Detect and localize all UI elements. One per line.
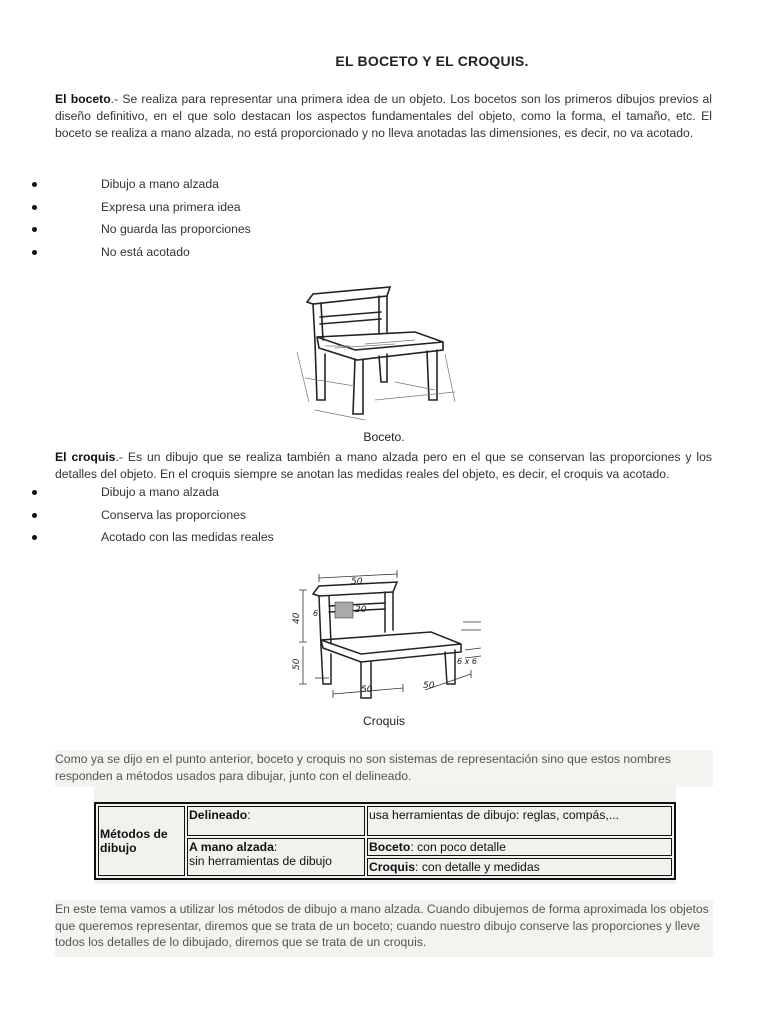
mano-alzada-desc: sin herramientas de dibujo (189, 854, 332, 868)
list-item: Dibujo a mano alzada (28, 481, 528, 504)
dim-width: 50 (423, 681, 435, 691)
croquis-cell: Croquis: con detalle y medidas (367, 858, 672, 876)
croquis-caption: Croquis (363, 714, 405, 728)
mano-alzada-label: A mano alzada (189, 840, 274, 854)
dim-back: 20 (355, 605, 367, 615)
dim-height-back: 40 (292, 612, 302, 624)
list-item: Conserva las proporciones (28, 504, 528, 527)
intro-note: Como ya se dijo en el punto anterior, boceto y croquis no son sistemas de representación sino que estos nombres responden a métodos usados para dibujar, junto con el delineado. (55, 750, 713, 787)
dim-leg: 6 x 6 (457, 657, 477, 666)
delineado-cell: Delineado: (187, 806, 365, 836)
bullet-icon (32, 227, 37, 232)
croquis-paragraph (55, 449, 712, 483)
boceto-paragraph (55, 91, 712, 142)
croquis-term: El croquis (55, 450, 116, 464)
delineado-label: Delineado (189, 808, 248, 822)
boceto-bullet-list (28, 173, 528, 263)
bullet-icon (32, 250, 37, 255)
methods-table (94, 802, 676, 880)
methods-row-header: Métodos de dibujo (98, 806, 185, 876)
boceto-label: Boceto (369, 840, 411, 854)
bullet-icon (32, 182, 37, 187)
boceto-term: El boceto (55, 92, 111, 106)
closing-note: En este tema vamos a utilizar los métodos de dibujo a mano alzada. Cuando dibujemos de forma aproximada los objetos que queremos representar, diremos que se trata de un boceto; cuando nuestro dibujo conserve las proporciones y lleve todos los detalles de lo dibujado, diremos que se trata de un croquis. (55, 900, 713, 957)
list-item: Acotado con las medidas reales (28, 526, 528, 549)
croquis-bullet-list (28, 481, 528, 549)
dim-small: 6 (313, 609, 319, 618)
chair-sketch-image (295, 282, 465, 424)
list-item: Dibujo a mano alzada (28, 173, 528, 196)
page-title: EL BOCETO Y EL CROQUIS. (335, 53, 529, 69)
boceto-caption: Boceto. (363, 430, 405, 444)
dim-depth: 50 (361, 685, 373, 695)
dim-height-seat: 50 (292, 658, 302, 670)
list-item: Expresa una primera idea (28, 196, 528, 219)
list-item: No guarda las proporciones (28, 218, 528, 241)
delineado-desc: usa herramientas de dibujo: reglas, compás,... (367, 806, 672, 836)
bullet-icon (32, 535, 37, 540)
croquis-label: Croquis (369, 860, 416, 874)
list-item: No está acotado (28, 241, 528, 264)
dim-top: 50 (351, 577, 363, 587)
boceto-text: .- Se realiza para representar una primera idea de un objeto. Los bocetos son los primeros dibujos previos al diseño definitivo, en el que solo destacan los aspectos fundamentales del objeto, como la forma, el tamaño, etc. El boceto se realiza a mano alzada, no está proporcionado y no lleva anotadas las dimensiones, es decir, no va acotado. (55, 92, 712, 140)
bullet-icon (32, 205, 37, 210)
croquis-text: .- Es un dibujo que se realiza también a mano alzada pero en el que se conservan las proporciones y los detalles del objeto. En el croquis siempre se anotan las medidas reales del objeto, es decir, el croquis va acotado. (55, 450, 713, 481)
chair-croquis-image (285, 570, 495, 708)
bullet-icon (32, 513, 37, 518)
mano-alzada-cell: A mano alzada: sin herramientas de dibujo (187, 838, 365, 876)
bullet-icon (32, 490, 37, 495)
boceto-cell: Boceto: con poco detalle (367, 838, 672, 856)
